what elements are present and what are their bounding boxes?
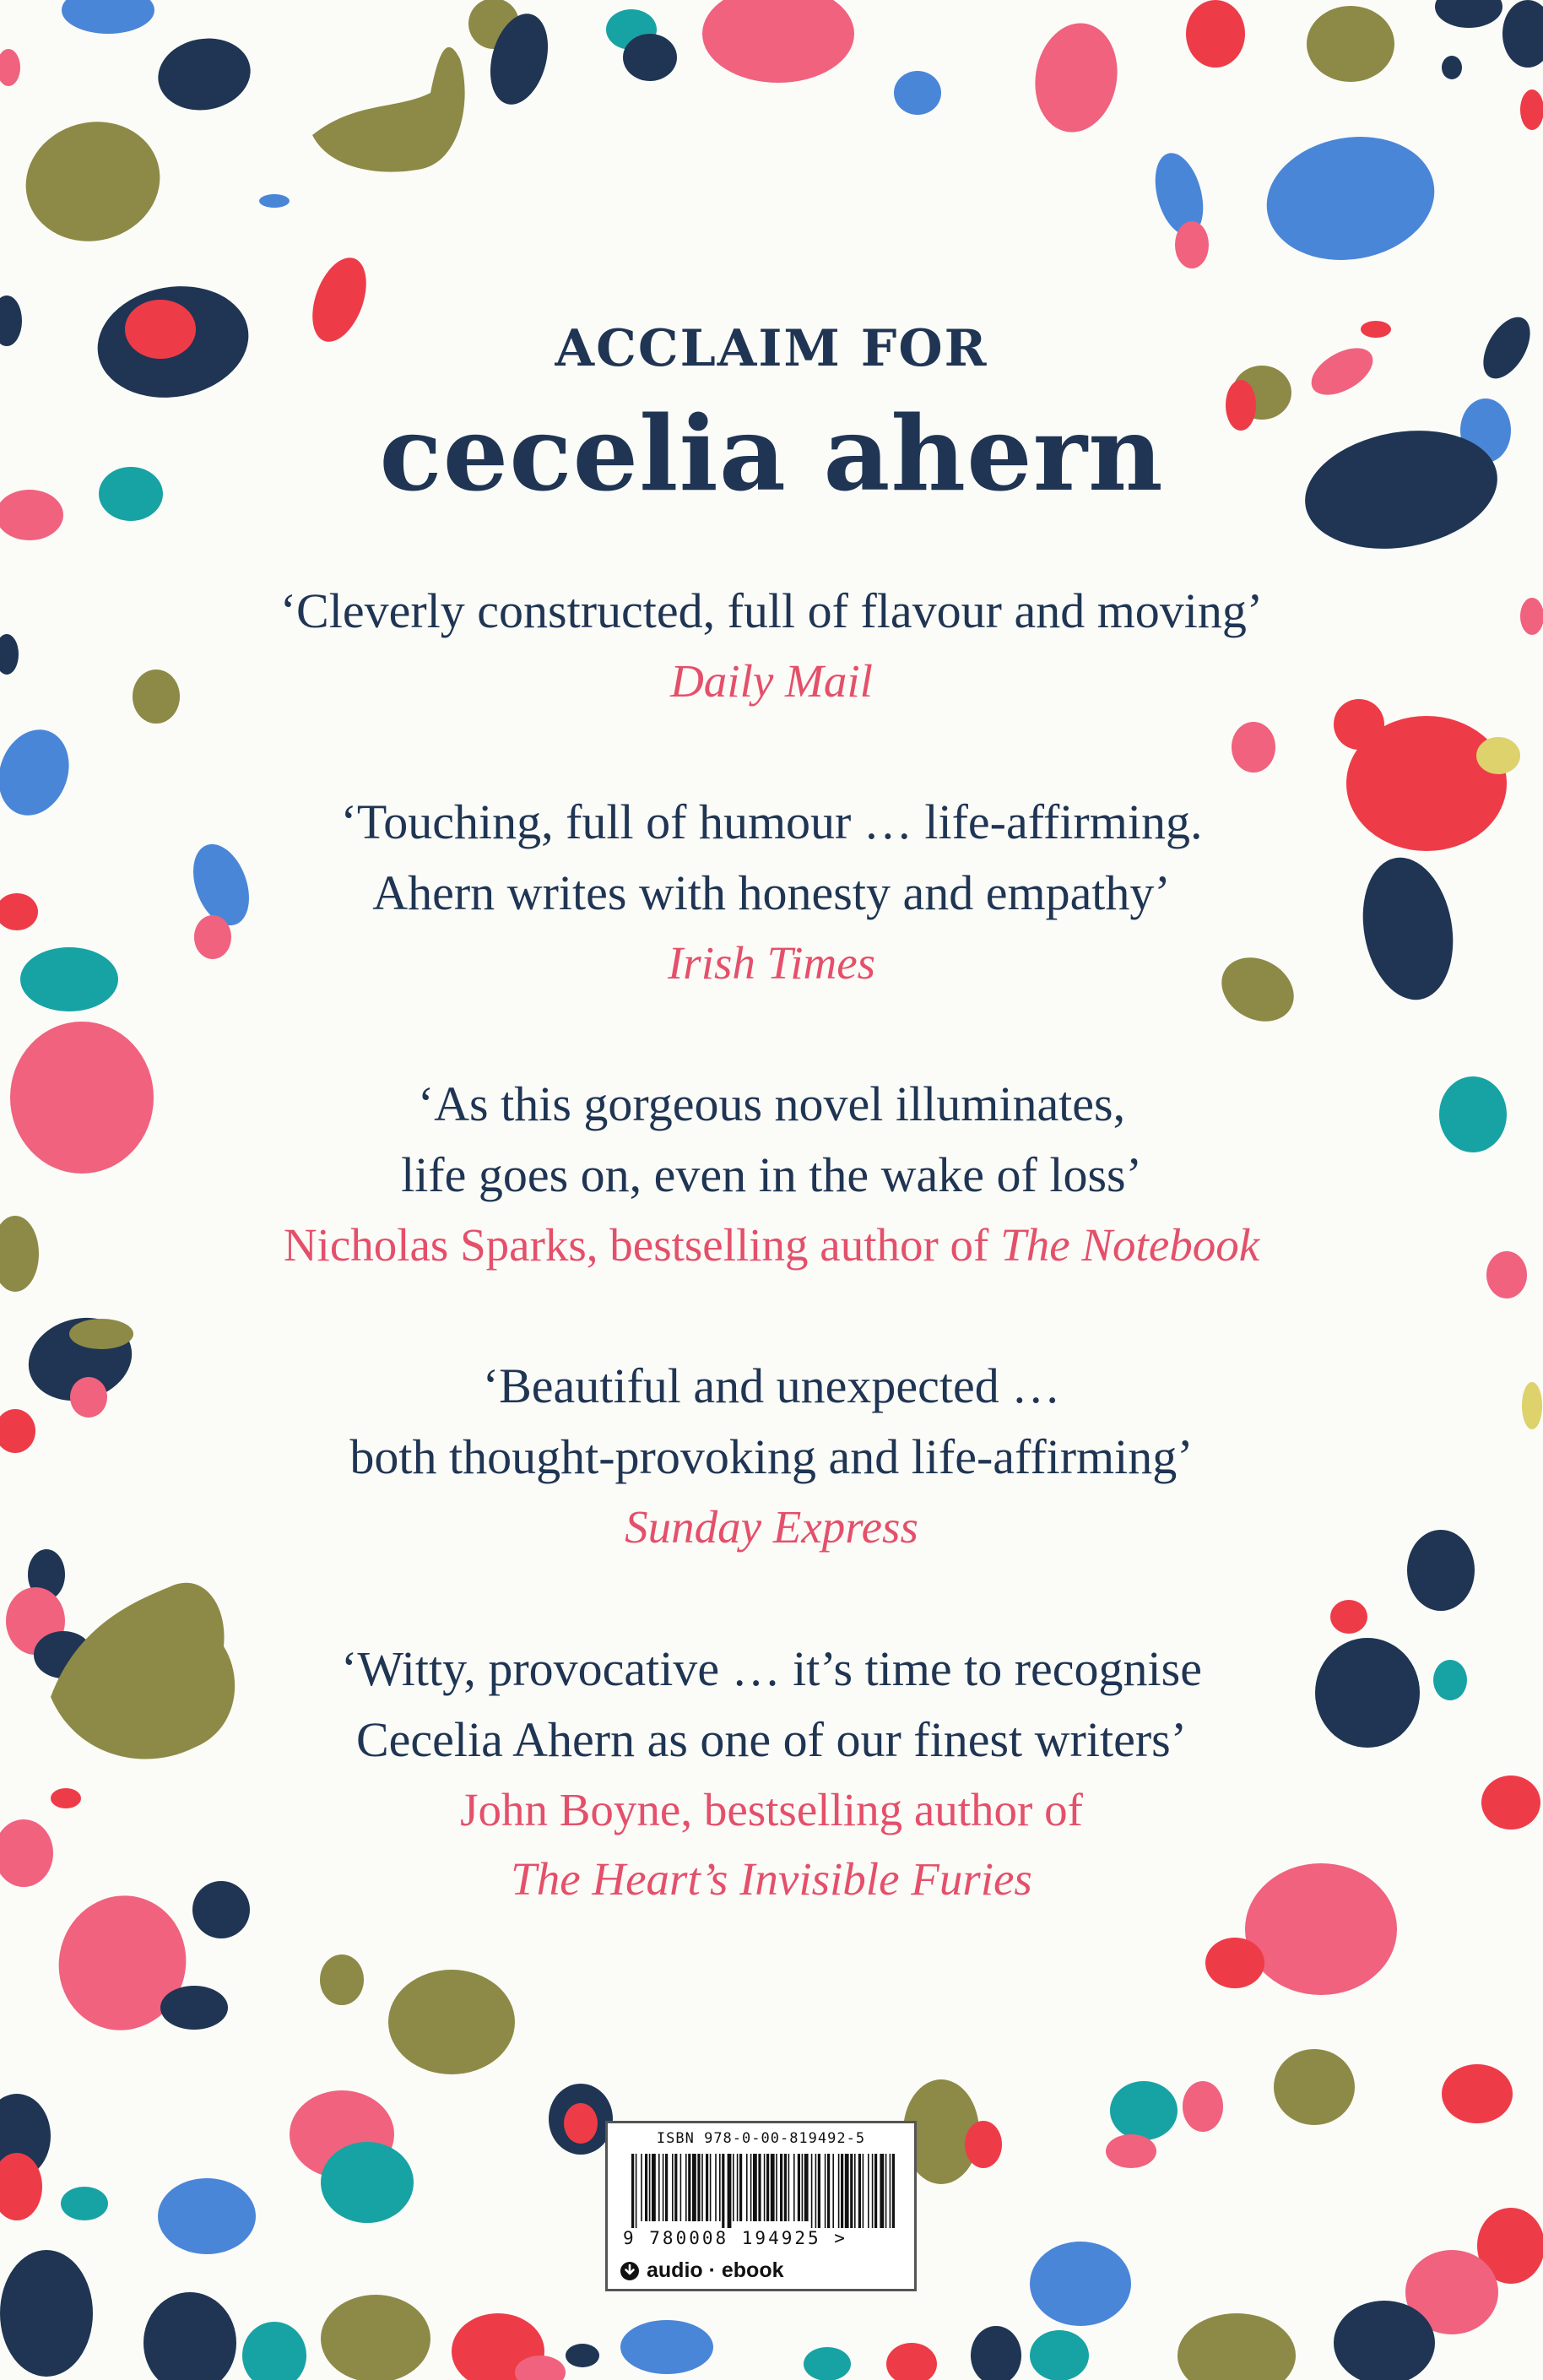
barcode-bar bbox=[802, 2154, 804, 2221]
barcode-bar bbox=[737, 2154, 739, 2221]
source-text: Irish Times bbox=[667, 937, 876, 989]
quote-line: Ahern writes with honesty and empathy’ bbox=[372, 865, 1171, 920]
source-text: Daily Mail bbox=[670, 655, 873, 707]
format-text: audio · ebook bbox=[647, 2258, 784, 2282]
confetti-blob bbox=[388, 1970, 515, 2074]
confetti-blob bbox=[1520, 89, 1543, 130]
review-quote-3 bbox=[0, 1069, 1543, 1211]
barcode-bar bbox=[854, 2154, 856, 2228]
confetti-blob bbox=[1442, 2064, 1513, 2123]
barcode-bar bbox=[722, 2154, 724, 2228]
confetti-blob bbox=[894, 71, 941, 115]
barcode-bar bbox=[880, 2154, 884, 2228]
barcode-bars bbox=[625, 2154, 903, 2228]
barcode-digits: 9 780008 194925 > bbox=[623, 2228, 847, 2248]
barcode-bar bbox=[798, 2154, 800, 2221]
barcode-bar bbox=[719, 2154, 721, 2221]
barcode-bar bbox=[788, 2154, 790, 2221]
confetti-blob bbox=[1502, 0, 1543, 68]
confetti-blob bbox=[1307, 6, 1394, 82]
confetti-blob bbox=[1175, 221, 1209, 268]
confetti-blob bbox=[61, 2187, 108, 2220]
quote-line: life goes on, even in the wake of loss’ bbox=[401, 1147, 1142, 1202]
source-book-title: The Notebook bbox=[1000, 1219, 1260, 1271]
barcode-bar bbox=[863, 2154, 864, 2228]
confetti-blob bbox=[1030, 2242, 1131, 2326]
confetti-blob bbox=[804, 2347, 851, 2380]
quote-line: ‘Cleverly constructed, full of flavour and moving’ bbox=[279, 583, 1264, 638]
confetti-blob bbox=[1178, 2313, 1296, 2380]
barcode-bar bbox=[858, 2154, 861, 2228]
barcode-bar bbox=[793, 2154, 795, 2221]
barcode-bar bbox=[631, 2154, 634, 2228]
author-name-heading: cecelia ahern bbox=[379, 393, 1164, 514]
barcode-bar bbox=[706, 2154, 708, 2221]
barcode-bar bbox=[776, 2154, 777, 2221]
source-text: John Boyne, bestselling author of bbox=[460, 1784, 1083, 1835]
confetti-blob bbox=[1110, 2081, 1178, 2140]
review-source-1 bbox=[0, 647, 1543, 716]
confetti-blob bbox=[1030, 2330, 1089, 2380]
confetti-blob bbox=[69, 1319, 133, 1349]
barcode-bar bbox=[636, 2154, 637, 2228]
barcode-bar bbox=[845, 2154, 849, 2228]
review-quote-4 bbox=[0, 1351, 1543, 1493]
confetti-blob bbox=[971, 2326, 1021, 2380]
barcode-bar bbox=[850, 2154, 853, 2228]
download-circle-icon bbox=[620, 2261, 640, 2281]
confetti-blob bbox=[1274, 2049, 1355, 2125]
review-source-2 bbox=[0, 929, 1543, 998]
confetti-blob bbox=[160, 1986, 228, 2030]
acclaim-heading: ACCLAIM FOR bbox=[555, 319, 988, 378]
confetti-blob bbox=[702, 0, 854, 83]
barcode-bar bbox=[685, 2154, 687, 2221]
review-quote-1 bbox=[0, 576, 1543, 647]
quote-line: ‘Touching, full of humour … life-affirming. bbox=[340, 794, 1203, 849]
barcode-bar bbox=[838, 2154, 840, 2228]
quote-line: ‘As this gorgeous novel illuminates, bbox=[417, 1076, 1126, 1131]
barcode-bar bbox=[872, 2154, 874, 2228]
format-availability bbox=[620, 2258, 784, 2283]
review-quote-5 bbox=[0, 1634, 1543, 1776]
quote-line: ‘Beautiful and unexpected … bbox=[482, 1358, 1061, 1413]
barcode-bar bbox=[811, 2154, 813, 2228]
quote-line: Cecelia Ahern as one of our finest writers’ bbox=[355, 1712, 1188, 1767]
barcode-bar bbox=[780, 2154, 782, 2221]
confetti-blob bbox=[1106, 2134, 1156, 2168]
confetti-blob bbox=[0, 49, 20, 86]
barcode-bar bbox=[652, 2154, 656, 2221]
barcode-bar bbox=[649, 2154, 651, 2221]
barcode-bar bbox=[680, 2154, 682, 2221]
barcode-bar bbox=[728, 2154, 732, 2228]
barcode-bar bbox=[701, 2154, 703, 2221]
confetti-blob bbox=[564, 2103, 598, 2144]
confetti-blob bbox=[965, 2121, 1002, 2168]
confetti-blob bbox=[1476, 737, 1520, 774]
confetti-blob bbox=[1186, 0, 1245, 68]
barcode-bar bbox=[663, 2154, 664, 2221]
barcode-bar bbox=[764, 2154, 766, 2221]
confetti-blob bbox=[13, 107, 174, 257]
barcode-bar bbox=[766, 2154, 769, 2221]
review-source-4 bbox=[0, 1493, 1543, 1562]
barcode-bar bbox=[832, 2154, 834, 2228]
isbn-number: ISBN 978-0-00-819492-5 bbox=[656, 2130, 866, 2147]
confetti-blob bbox=[320, 1954, 364, 2005]
source-text: Nicholas Sparks, bestselling author of bbox=[283, 1219, 1001, 1271]
confetti-blob bbox=[1183, 2081, 1223, 2132]
confetti-blob bbox=[158, 2178, 256, 2254]
quote-line: ‘Witty, provocative … it’s time to recognise bbox=[341, 1641, 1202, 1696]
confetti-blob bbox=[1330, 1600, 1367, 1634]
review-source-5 bbox=[0, 1776, 1543, 1914]
confetti-blob bbox=[259, 194, 290, 208]
barcode-bar bbox=[825, 2154, 826, 2228]
confetti-blob bbox=[566, 2344, 599, 2367]
barcode-bar bbox=[841, 2154, 843, 2228]
barcode-bar bbox=[758, 2154, 761, 2221]
quote-line: both thought-provoking and life-affirming’ bbox=[349, 1429, 1194, 1484]
barcode-bar bbox=[641, 2154, 642, 2221]
confetti-blob bbox=[623, 34, 677, 81]
barcode-bar bbox=[890, 2154, 891, 2228]
source-book-title: The Heart’s Invisible Furies bbox=[511, 1853, 1032, 1905]
confetti-blob bbox=[1232, 722, 1275, 773]
barcode-bar bbox=[874, 2154, 877, 2228]
barcode-bar bbox=[885, 2154, 887, 2228]
review-quote-2 bbox=[0, 787, 1543, 929]
barcode-bar bbox=[697, 2154, 700, 2221]
barcode-bar bbox=[674, 2154, 677, 2221]
confetti-blob bbox=[143, 2292, 236, 2380]
confetti-blob bbox=[1026, 17, 1125, 139]
confetti-blob bbox=[1205, 1938, 1264, 1988]
barcode-bar bbox=[665, 2154, 668, 2221]
review-source-3 bbox=[0, 1211, 1543, 1280]
confetti-blob bbox=[321, 2295, 430, 2380]
barcode-bar bbox=[815, 2154, 817, 2228]
barcode-panel bbox=[605, 2121, 917, 2291]
confetti-blob bbox=[1257, 124, 1444, 274]
barcode-bar bbox=[733, 2154, 734, 2221]
confetti-blob bbox=[886, 2343, 937, 2380]
barcode-bar bbox=[710, 2154, 712, 2221]
barcode-bar bbox=[804, 2154, 809, 2221]
confetti-blob bbox=[153, 31, 257, 117]
barcode-bar bbox=[688, 2154, 690, 2221]
barcode-bar bbox=[746, 2154, 748, 2221]
barcode-bar bbox=[753, 2154, 757, 2221]
confetti-blob bbox=[242, 2322, 306, 2380]
confetti-blob bbox=[1442, 56, 1462, 79]
barcode-bar bbox=[868, 2154, 869, 2228]
barcode-bar bbox=[784, 2154, 787, 2221]
confetti-blob bbox=[620, 2320, 713, 2374]
barcode-bar bbox=[771, 2154, 775, 2221]
confetti-blob bbox=[1435, 0, 1502, 28]
barcode-bar bbox=[739, 2154, 742, 2221]
confetti-blob bbox=[312, 47, 465, 172]
barcode-bar bbox=[645, 2154, 647, 2221]
confetti-blob bbox=[0, 2250, 93, 2377]
confetti-blob bbox=[62, 0, 154, 34]
barcode-bar bbox=[827, 2154, 830, 2228]
barcode-bar bbox=[892, 2154, 895, 2228]
confetti-blob bbox=[321, 2142, 414, 2223]
barcode-bar bbox=[818, 2154, 820, 2228]
barcode-bar bbox=[715, 2154, 717, 2221]
barcode-bar bbox=[692, 2154, 696, 2221]
source-text: Sunday Express bbox=[625, 1501, 918, 1553]
barcode-bar bbox=[750, 2154, 752, 2221]
barcode-bar bbox=[658, 2154, 660, 2221]
barcode-bar bbox=[672, 2154, 674, 2221]
